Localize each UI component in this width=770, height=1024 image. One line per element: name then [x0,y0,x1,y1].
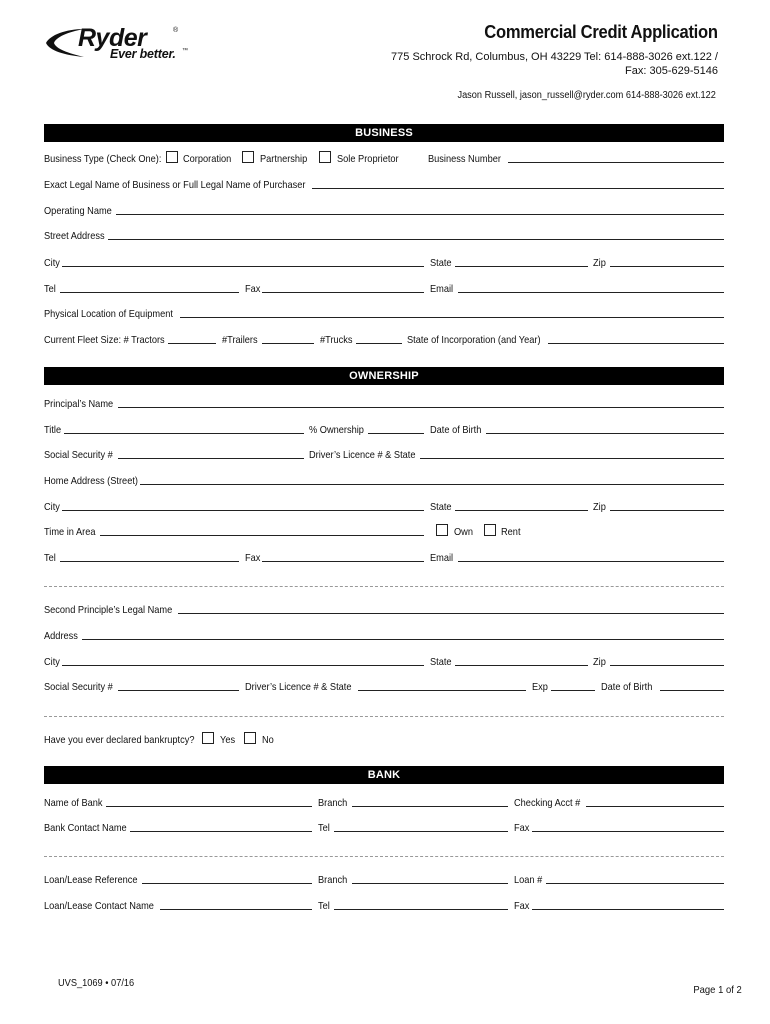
divider [44,716,724,717]
loan-fax-field[interactable] [532,909,724,910]
trailers-label: #Trailers [222,334,258,346]
sole-proprietor-checkbox[interactable] [319,151,331,163]
second-state-label: State [430,656,452,668]
contact-person: Jason Russell, jason_russell@ryder.com 614-888-3026 ext.122 [457,90,716,101]
loan-number-field[interactable] [546,883,724,884]
bankruptcy-yes-checkbox[interactable] [202,732,214,744]
rent-label: Rent [501,526,521,538]
principal-zip-label: Zip [593,501,606,513]
business-email-field[interactable] [458,292,724,293]
principal-name-label: Principal’s Name [44,398,114,410]
principal-name-field[interactable] [118,407,724,408]
time-in-area-label: Time in Area [44,526,96,538]
loan-fax-label: Fax [514,900,530,912]
street-address-field[interactable] [108,239,724,240]
home-address-label: Home Address (Street) [44,475,138,487]
bank-tel-label: Tel [318,822,330,834]
loan-branch-label: Branch [318,874,348,886]
business-section-header: BUSINESS [44,124,724,142]
divider [44,856,724,857]
time-in-area-field[interactable] [100,535,424,536]
principal-city-field[interactable] [62,510,424,511]
bank-name-field[interactable] [106,806,312,807]
legal-name-field[interactable] [312,188,724,189]
loan-contact-field[interactable] [160,909,312,910]
partnership-checkbox[interactable] [242,151,254,163]
logo-tagline: Ever better. [110,47,176,61]
rent-checkbox[interactable] [484,524,496,536]
principal-zip-field[interactable] [610,510,724,511]
trucks-label: #Trucks [320,334,353,346]
principal-tel-field[interactable] [60,561,239,562]
principal-fax-field[interactable] [262,561,424,562]
bank-tel-field[interactable] [334,831,508,832]
checking-acct-field[interactable] [586,806,724,807]
registered-mark: ® [173,27,179,34]
business-state-field[interactable] [455,266,588,267]
second-principal-field[interactable] [178,613,724,614]
second-zip-field[interactable] [610,665,724,666]
second-ssn-field[interactable] [118,690,239,691]
second-dob-field[interactable] [660,690,724,691]
street-address-label: Street Address [44,230,105,242]
business-zip-label: Zip [593,257,606,269]
equipment-location-field[interactable] [180,317,724,318]
second-address-field[interactable] [82,639,724,640]
sole-proprietor-label: Sole Proprietor [337,153,399,165]
bank-name-label: Name of Bank [44,797,103,809]
principal-ssn-label: Social Security # [44,449,113,461]
ownership-section-header: OWNERSHIP [44,367,724,385]
own-label: Own [454,526,474,538]
loan-tel-label: Tel [318,900,330,912]
trucks-field[interactable] [356,343,402,344]
second-licence-field[interactable] [358,690,526,691]
business-city-field[interactable] [62,266,424,267]
corporation-label: Corporation [183,153,232,165]
operating-name-label: Operating Name [44,205,112,217]
bankruptcy-yes-label: Yes [220,734,236,746]
company-address [391,50,718,78]
principal-ssn-field[interactable] [118,458,304,459]
principal-state-label: State [430,501,452,513]
divider [44,586,724,587]
business-tel-field[interactable] [60,292,239,293]
principal-dob-field[interactable] [486,433,724,434]
page-number: Page 1 of 2 [693,984,742,996]
operating-name-field[interactable] [116,214,724,215]
principal-licence-field[interactable] [420,458,724,459]
loan-branch-field[interactable] [352,883,508,884]
bank-fax-field[interactable] [532,831,724,832]
second-state-field[interactable] [455,665,588,666]
principal-email-field[interactable] [458,561,724,562]
fleet-tractors-label: Current Fleet Size: # Tractors [44,334,165,346]
bankruptcy-no-checkbox[interactable] [244,732,256,744]
trademark-mark: ™ [182,48,188,54]
trailers-field[interactable] [262,343,314,344]
second-city-label: City [44,656,60,668]
business-fax-field[interactable] [262,292,424,293]
business-number-field[interactable] [508,162,724,163]
equipment-location-label: Physical Location of Equipment [44,308,173,320]
ryder-logo [44,24,194,64]
principal-email-label: Email [430,552,454,564]
second-licence-label: Driver’s Licence # & State [245,681,352,693]
principal-state-field[interactable] [455,510,588,511]
business-tel-label: Tel [44,283,56,295]
principal-tel-label: Tel [44,552,56,564]
address-line-1: 775 Schrock Rd, Columbus, OH 43229 Tel: 614-888-3026 ext.122 / [391,51,718,63]
bank-contact-field[interactable] [130,831,312,832]
corporation-checkbox[interactable] [166,151,178,163]
principal-dob-label: Date of Birth [430,424,482,436]
address-line-2: Fax: 305-629-5146 [625,65,718,77]
document-title: Commercial Credit Application [484,22,718,42]
bank-section-header: BANK [44,766,724,784]
second-city-field[interactable] [62,665,424,666]
form-code: UVS_1069 • 07/16 [58,977,135,989]
business-city-label: City [44,257,60,269]
loan-reference-label: Loan/Lease Reference [44,874,138,886]
loan-reference-field[interactable] [142,883,312,884]
business-zip-field[interactable] [610,266,724,267]
business-fax-label: Fax [245,283,261,295]
second-principal-label: Second Principle’s Legal Name [44,604,173,616]
home-address-field[interactable] [140,484,724,485]
partnership-label: Partnership [260,153,308,165]
exp-label: Exp [532,681,548,693]
business-email-label: Email [430,283,454,295]
checking-acct-label: Checking Acct # [514,797,581,809]
business-state-label: State [430,257,452,269]
legal-name-label: Exact Legal Name of Business or Full Legal Name of Purchaser [44,179,306,191]
second-address-label: Address [44,630,78,642]
principal-title-label: Title [44,424,62,436]
incorporation-label: State of Incorporation (and Year) [407,334,541,346]
second-zip-label: Zip [593,656,606,668]
ownership-pct-label: % Ownership [309,424,364,436]
bank-fax-label: Fax [514,822,530,834]
principal-city-label: City [44,501,60,513]
bank-branch-field[interactable] [352,806,508,807]
own-checkbox[interactable] [436,524,448,536]
principal-title-field[interactable] [64,433,304,434]
principal-licence-label: Driver’s Licence # & State [309,449,416,461]
loan-contact-label: Loan/Lease Contact Name [44,900,154,912]
business-type-label: Business Type (Check One): [44,153,162,165]
loan-tel-field[interactable] [334,909,508,910]
second-ssn-label: Social Security # [44,681,113,693]
loan-number-label: Loan # [514,874,543,886]
bank-branch-label: Branch [318,797,348,809]
incorporation-field[interactable] [548,343,724,344]
principal-fax-label: Fax [245,552,261,564]
bankruptcy-no-label: No [262,734,274,746]
ownership-pct-field[interactable] [368,433,424,434]
logo-wordmark: Ryder [78,24,147,52]
bank-contact-label: Bank Contact Name [44,822,127,834]
second-dob-label: Date of Birth [601,681,653,693]
fleet-tractors-field[interactable] [168,343,216,344]
exp-field[interactable] [551,690,595,691]
business-number-label: Business Number [428,153,501,165]
bankruptcy-label: Have you ever declared bankruptcy? [44,734,195,746]
